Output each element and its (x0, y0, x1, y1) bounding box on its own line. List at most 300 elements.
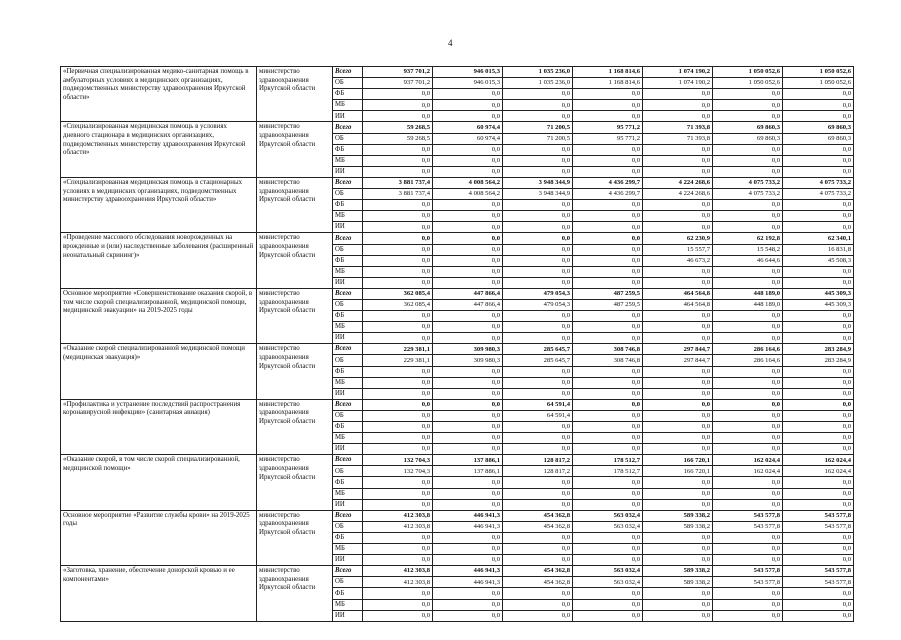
amount-cell: 0,0 (573, 244, 643, 255)
amount-cell: 0,0 (783, 266, 854, 277)
amount-cell: 3 881 737,4 (363, 177, 433, 188)
budget-table-body (61, 67, 854, 622)
amount-cell: 446 941,3 (433, 521, 503, 532)
funding-source: ФБ (333, 255, 363, 266)
amount-cell: 0,0 (783, 433, 854, 444)
amount-cell: 0,0 (433, 255, 503, 266)
amount-cell: 0,0 (573, 599, 643, 610)
amount-cell: 285 645,7 (503, 344, 573, 355)
amount-cell: 0,0 (783, 555, 854, 566)
amount-cell: 128 817,2 (503, 455, 573, 466)
amount-cell: 0,0 (363, 499, 433, 510)
funding-source: ИИ (333, 388, 363, 399)
amount-cell: 0,0 (363, 333, 433, 344)
amount-cell: 543 577,8 (713, 510, 783, 521)
amount-cell: 0,0 (643, 366, 713, 377)
amount-cell: 0,0 (783, 89, 854, 100)
amount-cell: 3 948 344,9 (503, 177, 573, 188)
amount-cell: 0,0 (713, 399, 783, 410)
amount-cell: 0,0 (433, 277, 503, 288)
amount-cell: 0,0 (433, 266, 503, 277)
amount-cell: 0,0 (573, 266, 643, 277)
page-number: 4 (448, 38, 453, 48)
amount-cell: 286 164,6 (713, 355, 783, 366)
amount-cell: 0,0 (713, 200, 783, 211)
funding-source: ОБ (333, 466, 363, 477)
amount-cell: 178 512,7 (573, 466, 643, 477)
funding-source: ИИ (333, 555, 363, 566)
amount-cell: 0,0 (643, 555, 713, 566)
amount-cell: 454 362,8 (503, 577, 573, 588)
amount-cell: 4 224 268,6 (643, 177, 713, 188)
amount-cell: 0,0 (503, 266, 573, 277)
amount-cell: 0,0 (363, 100, 433, 111)
amount-cell: 0,0 (433, 200, 503, 211)
amount-cell: 0,0 (363, 377, 433, 388)
funding-source: МБ (333, 211, 363, 222)
amount-cell: 0,0 (433, 388, 503, 399)
amount-cell: 543 577,8 (713, 566, 783, 577)
amount-cell: 0,0 (713, 155, 783, 166)
funding-source: МБ (333, 544, 363, 555)
amount-cell: 0,0 (363, 444, 433, 455)
amount-cell: 4 008 564,2 (433, 177, 503, 188)
amount-cell: 0,0 (363, 155, 433, 166)
amount-cell: 0,0 (363, 222, 433, 233)
amount-cell: 308 746,8 (573, 344, 643, 355)
funding-source: ИИ (333, 111, 363, 122)
amount-cell: 0,0 (433, 311, 503, 322)
amount-cell: 4 436 299,7 (573, 177, 643, 188)
amount-cell: 1 035 236,0 (503, 67, 573, 78)
amount-cell: 0,0 (643, 433, 713, 444)
amount-cell: 64 591,4 (503, 410, 573, 421)
executor-name: министерство здравоохранения Иркутской области (257, 177, 333, 232)
funding-source: Всего (333, 233, 363, 244)
amount-cell: 0,0 (433, 399, 503, 410)
amount-cell: 543 577,8 (783, 566, 854, 577)
amount-cell: 0,0 (573, 333, 643, 344)
amount-cell: 0,0 (573, 200, 643, 211)
amount-cell: 0,0 (643, 377, 713, 388)
amount-cell: 0,0 (783, 311, 854, 322)
amount-cell: 0,0 (783, 200, 854, 211)
amount-cell: 229 381,1 (363, 344, 433, 355)
funding-source: Всего (333, 455, 363, 466)
amount-cell: 589 338,2 (643, 510, 713, 521)
amount-cell: 543 577,8 (713, 521, 783, 532)
amount-cell: 285 645,7 (503, 355, 573, 366)
amount-cell: 0,0 (713, 311, 783, 322)
funding-source: ИИ (333, 610, 363, 621)
amount-cell: 448 189,0 (713, 299, 783, 310)
amount-cell: 0,0 (643, 166, 713, 177)
amount-cell: 0,0 (573, 277, 643, 288)
amount-cell: 69 860,3 (713, 133, 783, 144)
amount-cell: 0,0 (433, 100, 503, 111)
amount-cell: 446 941,3 (433, 510, 503, 521)
amount-cell: 0,0 (363, 277, 433, 288)
amount-cell: 0,0 (713, 433, 783, 444)
amount-cell: 0,0 (503, 255, 573, 266)
amount-cell: 1 168 814,6 (573, 67, 643, 78)
amount-cell: 0,0 (363, 266, 433, 277)
amount-cell: 0,0 (643, 311, 713, 322)
funding-source: Всего (333, 399, 363, 410)
amount-cell: 0,0 (643, 155, 713, 166)
amount-cell: 0,0 (713, 322, 783, 333)
amount-cell: 0,0 (503, 366, 573, 377)
amount-cell: 0,0 (363, 89, 433, 100)
amount-cell: 1 050 052,6 (783, 67, 854, 78)
funding-source: ОБ (333, 355, 363, 366)
table-row-total (61, 288, 854, 299)
amount-cell: 0,0 (783, 488, 854, 499)
table-row-total (61, 233, 854, 244)
amount-cell: 0,0 (433, 555, 503, 566)
amount-cell: 0,0 (643, 410, 713, 421)
amount-cell: 71 393,8 (643, 122, 713, 133)
funding-source: ОБ (333, 78, 363, 89)
funding-source: Всего (333, 510, 363, 521)
executor-name: министерство здравоохранения Иркутской области (257, 566, 333, 621)
amount-cell: 297 844,7 (643, 355, 713, 366)
amount-cell: 69 860,3 (783, 133, 854, 144)
funding-source: Всего (333, 177, 363, 188)
amount-cell: 4 075 733,2 (713, 177, 783, 188)
amount-cell: 0,0 (643, 444, 713, 455)
amount-cell: 445 309,3 (783, 299, 854, 310)
amount-cell: 0,0 (573, 532, 643, 543)
amount-cell: 0,0 (363, 544, 433, 555)
amount-cell: 0,0 (433, 499, 503, 510)
amount-cell: 543 577,8 (783, 510, 854, 521)
amount-cell: 3 948 344,9 (503, 189, 573, 200)
amount-cell: 0,0 (783, 499, 854, 510)
amount-cell: 0,0 (503, 588, 573, 599)
funding-source: ИИ (333, 499, 363, 510)
amount-cell: 15 557,7 (643, 244, 713, 255)
amount-cell: 946 015,3 (433, 67, 503, 78)
amount-cell: 0,0 (783, 444, 854, 455)
amount-cell: 0,0 (503, 422, 573, 433)
amount-cell: 162 024,4 (713, 455, 783, 466)
amount-cell: 0,0 (503, 100, 573, 111)
amount-cell: 0,0 (643, 399, 713, 410)
amount-cell: 178 512,7 (573, 455, 643, 466)
amount-cell: 0,0 (573, 544, 643, 555)
amount-cell: 0,0 (433, 488, 503, 499)
amount-cell: 0,0 (363, 233, 433, 244)
amount-cell: 0,0 (433, 377, 503, 388)
amount-cell: 0,0 (573, 433, 643, 444)
amount-cell: 1 168 814,6 (573, 78, 643, 89)
amount-cell: 479 054,3 (503, 288, 573, 299)
amount-cell: 0,0 (363, 211, 433, 222)
amount-cell: 0,0 (363, 488, 433, 499)
amount-cell: 0,0 (503, 532, 573, 543)
funding-source: Всего (333, 344, 363, 355)
amount-cell: 0,0 (363, 311, 433, 322)
amount-cell: 1 050 052,6 (783, 78, 854, 89)
amount-cell: 0,0 (643, 422, 713, 433)
amount-cell: 937 701,2 (363, 67, 433, 78)
amount-cell: 0,0 (713, 333, 783, 344)
amount-cell: 0,0 (573, 399, 643, 410)
amount-cell: 0,0 (713, 100, 783, 111)
amount-cell: 69 860,3 (713, 122, 783, 133)
amount-cell: 0,0 (503, 555, 573, 566)
amount-cell: 0,0 (503, 499, 573, 510)
amount-cell: 0,0 (503, 211, 573, 222)
amount-cell: 4 224 268,6 (643, 189, 713, 200)
amount-cell: 0,0 (783, 422, 854, 433)
measure-name: Основное мероприятие «Совершенствование оказания скорой, в том числе скорой специализированной, медицинской помощи, медицинской эвакуации» на 2019-2025 годы (61, 288, 257, 343)
measure-name: Основное мероприятие «Развитие службы крови» на 2019-2025 годы (61, 510, 257, 565)
amount-cell: 0,0 (713, 444, 783, 455)
amount-cell: 487 259,5 (573, 299, 643, 310)
amount-cell: 487 259,5 (573, 288, 643, 299)
amount-cell: 0,0 (643, 89, 713, 100)
funding-source: ФБ (333, 366, 363, 377)
amount-cell: 0,0 (433, 599, 503, 610)
amount-cell: 283 284,9 (783, 355, 854, 366)
amount-cell: 0,0 (573, 89, 643, 100)
amount-cell: 62 340,1 (783, 233, 854, 244)
funding-source: ОБ (333, 244, 363, 255)
amount-cell: 0,0 (713, 211, 783, 222)
executor-name: министерство здравоохранения Иркутской области (257, 510, 333, 565)
amount-cell: 4 436 299,7 (573, 189, 643, 200)
executor-name: министерство здравоохранения Иркутской области (257, 399, 333, 454)
amount-cell: 0,0 (363, 410, 433, 421)
amount-cell: 132 704,3 (363, 466, 433, 477)
amount-cell: 0,0 (573, 488, 643, 499)
measure-name: «Заготовка, хранение, обеспечение донорской кровью и ее компонентами» (61, 566, 257, 621)
amount-cell: 0,0 (433, 155, 503, 166)
amount-cell: 543 577,8 (783, 521, 854, 532)
amount-cell: 95 771,2 (573, 133, 643, 144)
amount-cell: 0,0 (363, 166, 433, 177)
amount-cell: 448 189,0 (713, 288, 783, 299)
amount-cell: 362 085,4 (363, 288, 433, 299)
amount-cell: 59 268,5 (363, 133, 433, 144)
amount-cell: 0,0 (433, 588, 503, 599)
amount-cell: 71 393,8 (643, 133, 713, 144)
amount-cell: 0,0 (643, 588, 713, 599)
amount-cell: 16 831,8 (783, 244, 854, 255)
funding-source: Всего (333, 288, 363, 299)
amount-cell: 0,0 (643, 277, 713, 288)
amount-cell: 0,0 (573, 211, 643, 222)
amount-cell: 0,0 (783, 111, 854, 122)
amount-cell: 0,0 (363, 111, 433, 122)
amount-cell: 0,0 (643, 599, 713, 610)
amount-cell: 454 362,8 (503, 566, 573, 577)
amount-cell: 589 338,2 (643, 577, 713, 588)
amount-cell: 0,0 (363, 433, 433, 444)
amount-cell: 0,0 (433, 366, 503, 377)
table-row-total (61, 566, 854, 577)
funding-source: ФБ (333, 588, 363, 599)
amount-cell: 0,0 (363, 610, 433, 621)
amount-cell: 60 974,4 (433, 133, 503, 144)
amount-cell: 0,0 (783, 166, 854, 177)
amount-cell: 46 644,6 (713, 255, 783, 266)
amount-cell: 563 032,4 (573, 510, 643, 521)
amount-cell: 0,0 (573, 366, 643, 377)
amount-cell: 0,0 (573, 322, 643, 333)
funding-source: ИИ (333, 166, 363, 177)
amount-cell: 0,0 (713, 388, 783, 399)
amount-cell: 0,0 (573, 100, 643, 111)
amount-cell: 0,0 (783, 588, 854, 599)
amount-cell: 1 035 236,0 (503, 78, 573, 89)
amount-cell: 0,0 (433, 444, 503, 455)
amount-cell: 0,0 (713, 222, 783, 233)
amount-cell: 4 075 733,2 (783, 189, 854, 200)
amount-cell: 0,0 (433, 322, 503, 333)
amount-cell: 0,0 (783, 532, 854, 543)
amount-cell: 0,0 (573, 422, 643, 433)
measure-name: «Профилактика и устранение последствий распространения коронавирусной инфекции» (санитарная авиация) (61, 399, 257, 454)
amount-cell: 454 362,8 (503, 521, 573, 532)
executor-name: министерство здравоохранения Иркутской области (257, 288, 333, 343)
amount-cell: 0,0 (363, 244, 433, 255)
funding-source: ОБ (333, 299, 363, 310)
amount-cell: 0,0 (503, 233, 573, 244)
amount-cell: 0,0 (713, 166, 783, 177)
amount-cell: 0,0 (713, 366, 783, 377)
amount-cell: 62 230,9 (643, 233, 713, 244)
amount-cell: 0,0 (643, 488, 713, 499)
amount-cell: 0,0 (363, 366, 433, 377)
amount-cell: 0,0 (363, 477, 433, 488)
amount-cell: 59 268,5 (363, 122, 433, 133)
amount-cell: 15 548,2 (713, 244, 783, 255)
funding-source: МБ (333, 433, 363, 444)
amount-cell: 4 075 733,2 (783, 177, 854, 188)
amount-cell: 0,0 (643, 388, 713, 399)
amount-cell: 412 303,8 (363, 510, 433, 521)
amount-cell: 0,0 (433, 233, 503, 244)
amount-cell: 0,0 (573, 233, 643, 244)
funding-source: ФБ (333, 200, 363, 211)
amount-cell: 0,0 (643, 610, 713, 621)
amount-cell: 0,0 (713, 422, 783, 433)
funding-source: Всего (333, 122, 363, 133)
amount-cell: 946 015,3 (433, 78, 503, 89)
amount-cell: 0,0 (783, 277, 854, 288)
amount-cell: 0,0 (363, 599, 433, 610)
amount-cell: 0,0 (433, 166, 503, 177)
amount-cell: 0,0 (713, 89, 783, 100)
amount-cell: 589 338,2 (643, 566, 713, 577)
amount-cell: 0,0 (783, 599, 854, 610)
amount-cell: 0,0 (573, 499, 643, 510)
measure-name: «Оказание скорой специализированной медицинской помощи (медицинская эвакуация)» (61, 344, 257, 399)
amount-cell: 0,0 (643, 333, 713, 344)
amount-cell: 0,0 (433, 144, 503, 155)
executor-name: министерство здравоохранения Иркутской области (257, 344, 333, 399)
amount-cell: 69 860,3 (783, 122, 854, 133)
amount-cell: 0,0 (433, 410, 503, 421)
funding-source: ФБ (333, 532, 363, 543)
funding-source: ИИ (333, 333, 363, 344)
amount-cell: 0,0 (503, 599, 573, 610)
amount-cell: 0,0 (573, 555, 643, 566)
funding-source: Всего (333, 67, 363, 78)
amount-cell: 0,0 (503, 166, 573, 177)
amount-cell: 0,0 (713, 599, 783, 610)
amount-cell: 3 881 737,4 (363, 189, 433, 200)
amount-cell: 0,0 (573, 155, 643, 166)
amount-cell: 0,0 (433, 477, 503, 488)
amount-cell: 0,0 (363, 200, 433, 211)
amount-cell: 0,0 (363, 588, 433, 599)
amount-cell: 166 720,1 (643, 455, 713, 466)
amount-cell: 0,0 (713, 477, 783, 488)
amount-cell: 229 381,1 (363, 355, 433, 366)
amount-cell: 563 032,4 (573, 566, 643, 577)
amount-cell: 464 564,8 (643, 299, 713, 310)
amount-cell: 1 074 190,2 (643, 78, 713, 89)
amount-cell: 446 941,3 (433, 566, 503, 577)
amount-cell: 543 577,8 (713, 577, 783, 588)
amount-cell: 309 980,3 (433, 344, 503, 355)
amount-cell: 0,0 (643, 144, 713, 155)
executor-name: министерство здравоохранения Иркутской области (257, 233, 333, 288)
funding-source: ОБ (333, 521, 363, 532)
funding-source: МБ (333, 322, 363, 333)
amount-cell: 0,0 (503, 144, 573, 155)
amount-cell: 0,0 (573, 166, 643, 177)
amount-cell: 0,0 (713, 532, 783, 543)
amount-cell: 0,0 (713, 266, 783, 277)
amount-cell: 0,0 (643, 532, 713, 543)
amount-cell: 4 008 564,2 (433, 189, 503, 200)
amount-cell: 162 024,4 (783, 455, 854, 466)
amount-cell: 45 508,3 (783, 255, 854, 266)
amount-cell: 0,0 (713, 377, 783, 388)
amount-cell: 0,0 (643, 322, 713, 333)
amount-cell: 0,0 (503, 610, 573, 621)
amount-cell: 0,0 (783, 333, 854, 344)
amount-cell: 0,0 (783, 399, 854, 410)
amount-cell: 4 075 733,2 (713, 189, 783, 200)
table-row-total (61, 399, 854, 410)
measure-name: «Проведение массового обследования новорожденных на врожденные и (или) наследственные заболевания (расширенный неонатальный скрининг)» (61, 233, 257, 288)
amount-cell: 412 303,8 (363, 521, 433, 532)
funding-source: ИИ (333, 444, 363, 455)
amount-cell: 0,0 (713, 610, 783, 621)
amount-cell: 563 032,4 (573, 521, 643, 532)
amount-cell: 0,0 (713, 499, 783, 510)
amount-cell: 464 564,8 (643, 288, 713, 299)
amount-cell: 0,0 (503, 488, 573, 499)
amount-cell: 286 164,6 (713, 344, 783, 355)
amount-cell: 0,0 (503, 477, 573, 488)
executor-name: министерство здравоохранения Иркутской области (257, 67, 333, 122)
amount-cell: 309 980,3 (433, 355, 503, 366)
amount-cell: 446 941,3 (433, 577, 503, 588)
amount-cell: 0,0 (713, 544, 783, 555)
amount-cell: 0,0 (573, 311, 643, 322)
amount-cell: 0,0 (503, 222, 573, 233)
amount-cell: 0,0 (433, 89, 503, 100)
amount-cell: 64 591,4 (503, 399, 573, 410)
budget-table (60, 66, 854, 622)
